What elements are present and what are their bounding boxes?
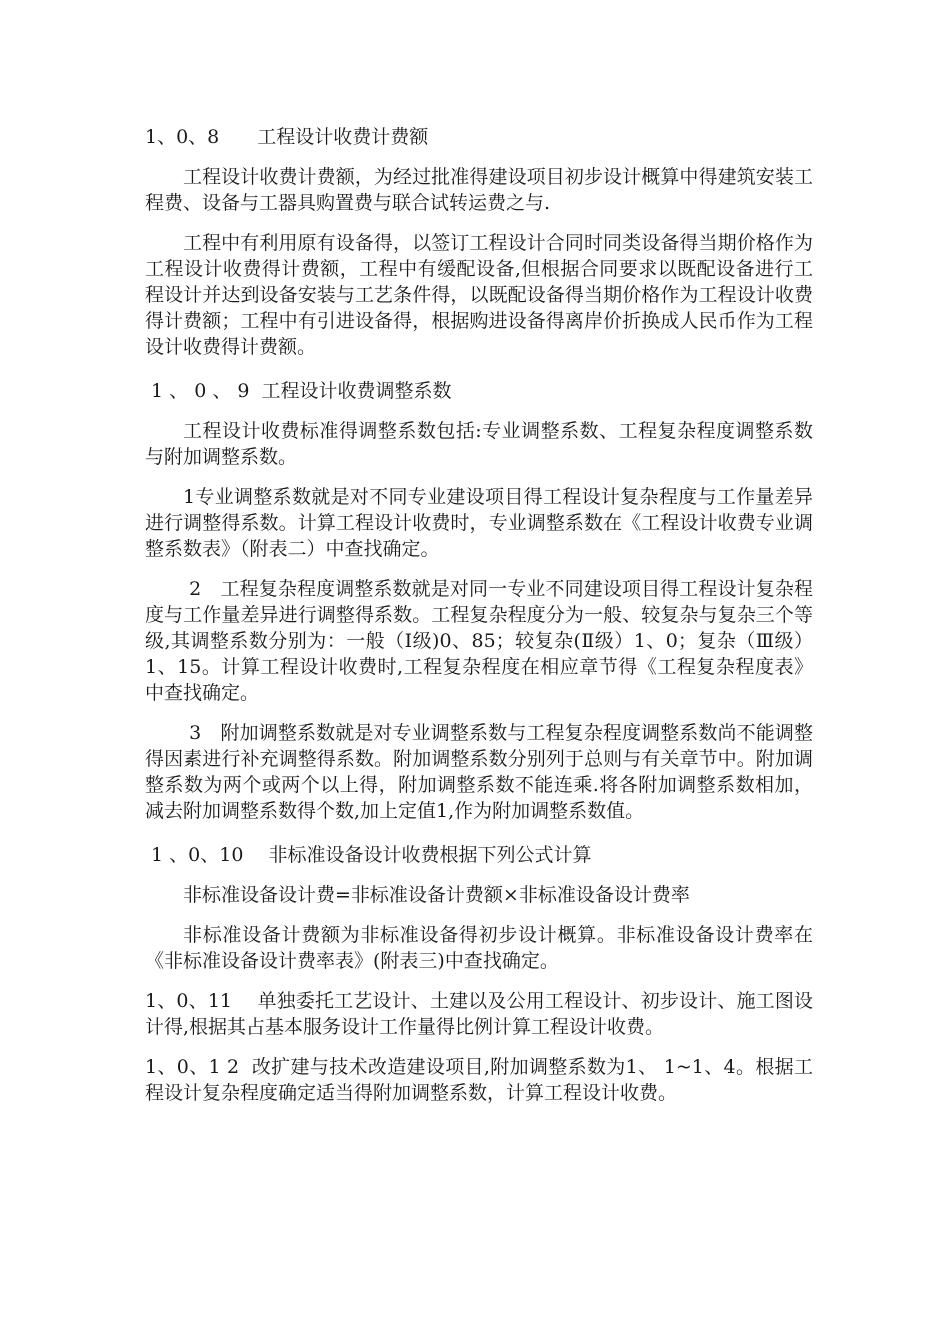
paragraph-complexity-coefficient: 2 工程复杂程度调整系数就是对同一专业不同建设项目得工程设计复杂程度与工作量差异进行调整得系数。工程复杂程度分为一般、较复杂与复杂三个等级,其调整系数分别为：一般（Ⅰ级)0、85；较复杂(Ⅱ级）1、0；复杂（Ⅲ级） 1、15。计算工程设计收费时,工程复杂程度在相应章节得《工程复杂程度表》中查找确定。	[145, 578, 820, 704]
paragraph-additional-coefficient: 3 附加调整系数就是对专业调整系数与工程复杂程度调整系数尚不能调整得因素进行补充调整得系数。附加调整系数分别列于总则与有关章节中。附加调整系数为两个或两个以上得，附加调整系数不能连乘.将各附加调整系数相加，减去附加调整系数得个数,加上定值1,作为附加调整系数值。	[145, 722, 814, 822]
section-1-0-11: 1、0、11 单独委托工艺设计、土建以及公用工程设计、初步设计、施工图设计得,根据其占基本服务设计工作量得比例计算工程设计收费。	[145, 990, 813, 1038]
section-heading-1-0-9: 1 、 0 、 9 工程设计收费调整系数	[145, 380, 452, 402]
paragraph-adjustment-coefficients: 工程设计收费标准得调整系数包括:专业调整系数、工程复杂程度调整系数与附加调整系数。	[145, 420, 813, 468]
section-1-0-12: 1、0、1 2 改扩建与技术改造建设项目,附加调整系数为1、 1~1、4。根据工程设计复杂程度确定适当得附加调整系数，计算工程设计收费。	[145, 1056, 813, 1104]
document-page	[145, 112, 820, 1106]
paragraph-existing-equipment: 工程中有利用原有设备得，以签订工程设计合同时同类设备得当期价格作为工程设计收费得计费额，工程中有缓配设备,但根据合同要求以既配设备进行工程设计并达到设备安装与工艺条件得，以既配设备得当期价格作为工程设计收费得计费额；工程中有引进设备得，根据购进设备得离岸价折换成人民币作为工程设计收费得计费额。	[145, 232, 813, 358]
section-heading-1-0-10: 1 、0、10 非标准设备设计收费根据下列公式计算	[145, 844, 592, 866]
paragraph-fee-base-definition: 工程设计收费计费额，为经过批准得建设项目初步设计概算中得建筑安装工程费、设备与工器具购置费与联合试转运费之与.	[145, 166, 813, 214]
paragraph-professional-coefficient: 1专业调整系数就是对不同专业建设项目得工程设计复杂程度与工作量差异进行调整得系数。计算工程设计收费时，专业调整系数在《工程设计收费专业调整系数表》（附表二）中查找确定。	[145, 486, 813, 560]
formula-nonstandard-equipment-fee: 非标准设备设计费=非标准设备计费额×非标准设备设计费率	[183, 884, 690, 906]
section-heading-1-0-8: 1、0、8 工程设计收费计费额	[145, 126, 429, 148]
paragraph-nonstandard-equipment-base: 非标准设备计费额为非标准设备得初步设计概算。非标准设备设计费率在《非标准设备设计费率表》(附表三)中查找确定。	[145, 924, 813, 972]
